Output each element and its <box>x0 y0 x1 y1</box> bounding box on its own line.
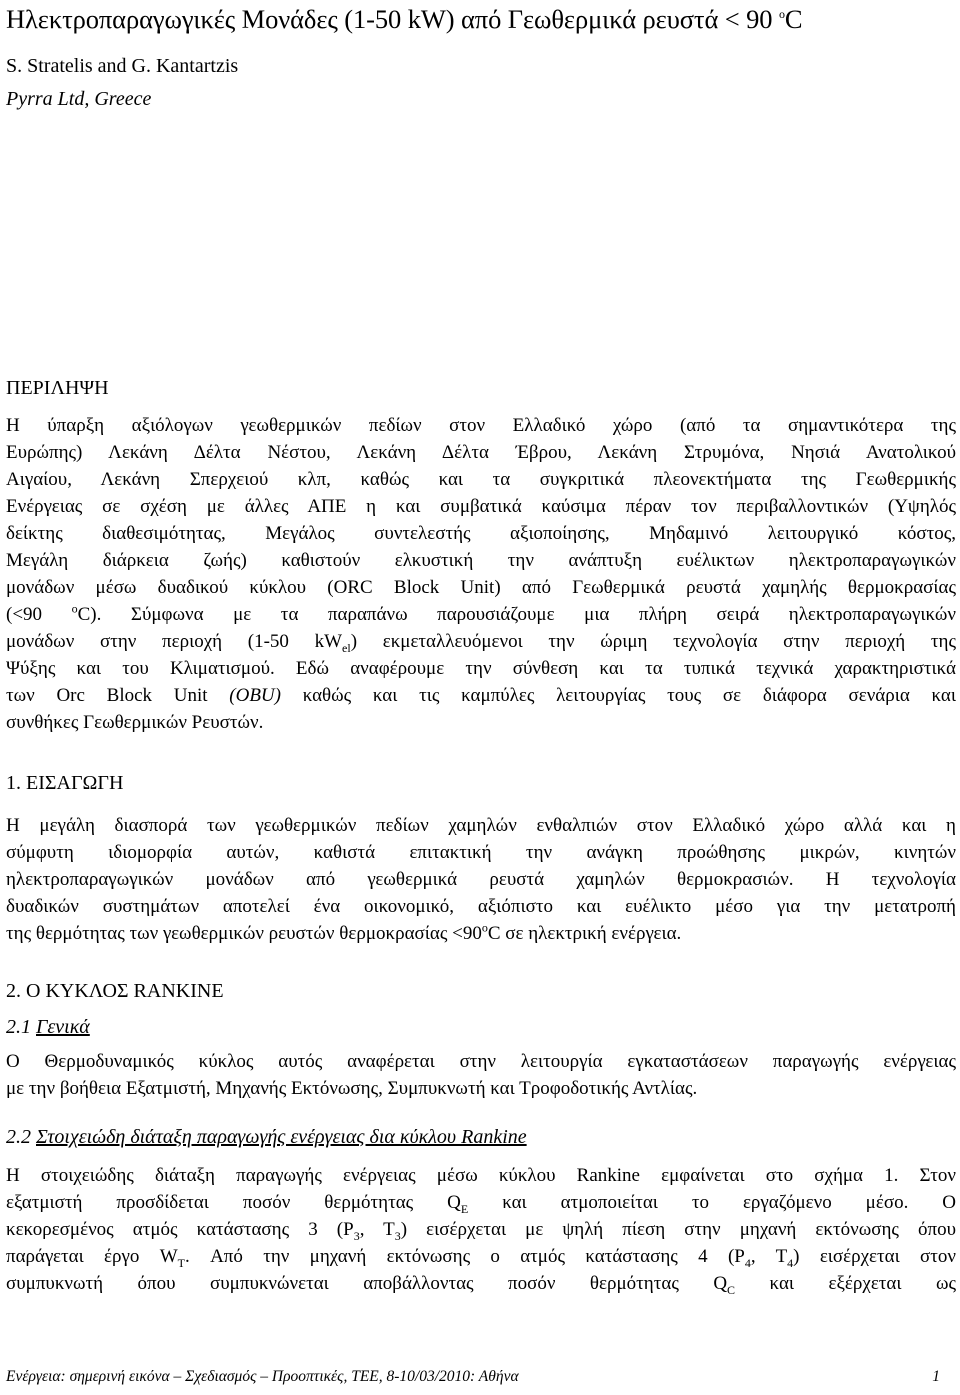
abstract-heading: ΠΕΡΙΛΗΨΗ <box>6 377 109 399</box>
text-line: Η ύπαρξη αξιόλογων γεωθερμικών πεδίων στον Ελλαδικό χώρο (από τα σημαντικότερα της <box>6 415 956 436</box>
text-line: συνθήκες Γεωθερμικών Ρευστών. <box>6 712 264 733</box>
text-line: μονάδων μέσω δυαδικού κύκλου (ORC Block Unit) από Γεωθερμικά ρευστά χαμηλής θερμοκρασίας <box>6 577 956 598</box>
text-line: σύμφυτη ιδιομορφία αυτών, καθιστά επιτακτική την ανάγκη προώθησης μικρών, κινητών <box>6 842 956 863</box>
section-1-heading: 1. ΕΙΣΑΓΩΓΗ <box>6 772 124 794</box>
text-line: της θερμότητας των γεωθερμικών ρευστών $\theta\varepsilon\rho\mu o\kappa\rho\alpha\sigma ί\alpha\varsigma <90^oC$ σε ηλεκτρική ενέργεια. <box>6 920 682 944</box>
text-line: Ο Θερμοδυναμικός κύκλος αυτός αναφέρεται στην λειτουργία εγκαταστάσεων παραγωγής ενέργειας <box>6 1051 956 1072</box>
text-line: Μεγάλη διάρκεια ζωής) καθιστούν ελκυστική την ανάπτυξη ευέλικτων ηλεκτροπαραγωγικών <box>6 550 956 571</box>
text-line: κεκορεσμένος ατμός κατάστασης 3 ($P_3$, $T_3$) εισέρχεται με ψηλή πίεση στην μηχανή εκτόνωσης όπου <box>6 1219 956 1243</box>
text-line: δυαδικών συστημάτων αποτελεί ένα οικονομικό, αξιόπιστο και ευέλικτο μέσο για την μετατροπή <box>6 896 956 917</box>
text-line: με την βοήθεια Εξατμιστή, Μηχανής Εκτόνωσης, Συμπυκνωτή και Τροφοδοτικής Αντλίας. <box>6 1078 698 1099</box>
section-2-heading: 2. Ο ΚΥΚΛΟΣ RANKINE <box>6 980 224 1002</box>
page-footer <box>6 1368 956 1386</box>
footer-text: Ενέργεια: σημερινή εικόνα – Σχεδιασμός – Προοπτικές, ΤΕΕ, 8-10/03/2010: Αθήνα <box>6 1368 519 1385</box>
text-line: (<90 $^o$C). Σύμφωνα με τα παραπάνω παρουσιάζουμε μια πλήρη σειρά ηλεκτροπαραγωγικών <box>6 601 956 625</box>
authors: S. Stratelis and G. Kantartzis <box>6 55 239 77</box>
text-line: Η μεγάλη διασπορά των γεωθερμικών πεδίων χαμηλών ενθαλπιών στον Ελλαδικό χώρο αλλά και η <box>6 815 956 836</box>
abstract-paragraph <box>6 412 956 736</box>
text-line: Αιγαίου, Λεκάνη Σπερχειού κλπ, καθώς και τα συγκριτικά πλεονεκτήματα της Γεωθερμικής <box>6 469 956 490</box>
text-line: Η στοιχειώδης διάταξη παραγωγής ενέργειας μέσω κύκλου Rankine εμφαίνεται στο σχήμα 1. Στον <box>6 1165 956 1186</box>
section-2-1-heading: 2.1 Γενικά <box>6 1016 90 1038</box>
section-1-paragraph <box>6 812 956 947</box>
text-line: Ευρώπης) Λεκάνη Δέλτα Νέστου, Λεκάνη Δέλτα Έβρου, Λεκάνη Στρυμόνα, Νησιά Ανατολικού <box>6 442 956 463</box>
section-2-2-paragraph <box>6 1162 956 1297</box>
text-line: συμπυκνωτή όπου συμπυκνώνεται αποβάλλοντας ποσόν θερμότητας $Q_C$ και εξέρχεται ως <box>6 1273 956 1297</box>
text-line: δείκτης διαθεσιμότητας, Μεγάλος συντελεστής αξιοποίησης, Μηδαμινό λειτουργικό κόστος, <box>6 523 956 544</box>
page-number: 1 <box>932 1368 940 1385</box>
text-line: μονάδων στην περιοχή (1-50 $kW_{el}$) εκμεταλλευόμενοι την ώριμη τεχνολογία στην περιοχή της <box>6 631 956 655</box>
text-line: εξατμιστή προσδίδεται ποσόν θερμότητας $Q_E$ και ατμοποιείται το εργαζόμενο μέσο. Ο <box>6 1192 956 1216</box>
section-2-1-paragraph <box>6 1048 956 1102</box>
section-2-2-heading: 2.2 Στοιχειώδη διάταξη παραγωγής ενέργειας δια κύκλου Rankine <box>6 1126 527 1148</box>
text-line: των Orc Block Unit (OBU) καθώς και τις καμπύλες λειτουργίας τους σε διάφορα σενάρια και <box>6 685 956 706</box>
text-line: Ψύξης και του Κλιματισμού. Εδώ αναφέρουμε την σύνθεση και τα τυπικά τεχνικά χαρακτηριστικά <box>6 658 956 679</box>
text-line: παράγεται έργο $W_T$. Από την μηχανή εκτόνωσης ο ατμός κατάστασης 4 ($P_4$, $T_4$) εισέρχεται στον <box>6 1246 957 1270</box>
paper-title: Ηλεκτροπαραγωγικές Μονάδες (1-50 kW) από Γεωθερμικά ρευστά < 90 $^o$C <box>6 4 803 34</box>
affiliation: Pyrra Ltd, Greece <box>6 88 152 110</box>
text-line: ηλεκτροπαραγωγικών μονάδων από γεωθερμικά ρευστά χαμηλών θερμοκρασιών. Η τεχνολογία <box>6 869 956 890</box>
text-line: Ενέργειας σε σχέση με άλλες ΑΠΕ η και συμβατικά καύσιμα πέραν τον περιβαλλοντικών (Υψηλός <box>6 496 956 517</box>
